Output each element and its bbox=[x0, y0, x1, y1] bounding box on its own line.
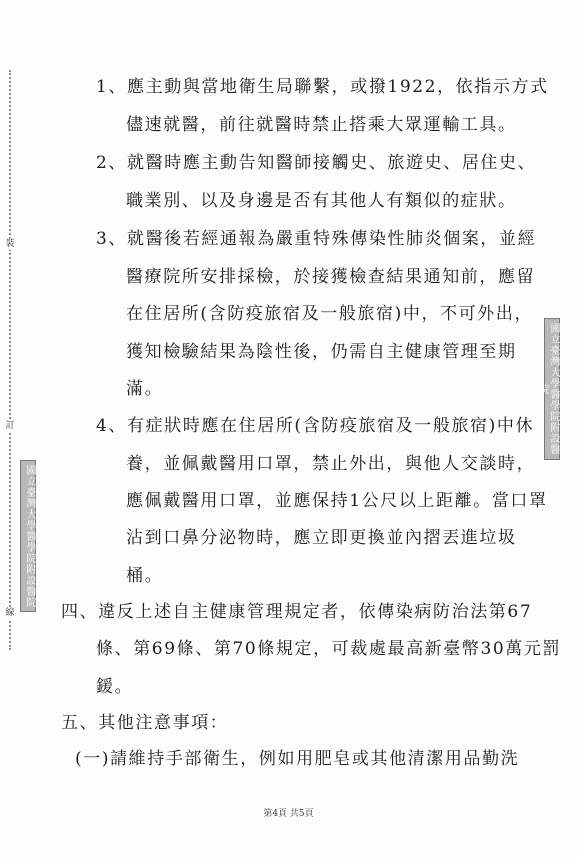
text-line-9: 滿。 bbox=[126, 379, 164, 399]
binding-char-zhuang: 裝 bbox=[5, 239, 15, 249]
text-line-2: 儘速就醫，前往就醫時禁止搭乘大眾運輸工具。 bbox=[126, 115, 517, 135]
text-line-14: 桶。 bbox=[126, 566, 164, 586]
text-line-4: 職業別、以及身邊是否有其他人有類似的症狀。 bbox=[126, 191, 517, 211]
text-line-7: 在住居所(含防疫旅宿及一般旅宿)中，不可外出， bbox=[126, 304, 534, 324]
seal-stamp-left: 國立臺灣大學醫學院附設醫院 bbox=[20, 460, 36, 612]
text-line-15: 四、違反上述自主健康管理規定者，依傳染病防治法第67 bbox=[61, 602, 533, 622]
text-line-16: 條、第69條、第70條規定，可裁處最高新臺幣30萬元罰 bbox=[96, 639, 562, 659]
binding-line bbox=[9, 70, 11, 650]
text-line-18: 五、其他注意事項： bbox=[61, 713, 229, 733]
text-line-8: 獲知檢驗結果為陰性後，仍需自主健康管理至期 bbox=[126, 342, 517, 362]
text-line-1: 1、應主動與當地衛生局聯繫，或撥1922，依指示方式 bbox=[96, 77, 549, 97]
text-line-11: 養，並佩戴醫用口罩，禁止外出，與他人交談時， bbox=[126, 454, 536, 474]
text-line-3: 2、就醫時應主動告知醫師接觸史、旅遊史、居住史、 bbox=[96, 153, 537, 173]
text-line-6: 醫療院所安排採檢，於接獲檢查結果通知前，應留 bbox=[126, 267, 536, 287]
text-line-19: (一)請維持手部衛生，例如用肥皂或其他清潔用品勤洗 bbox=[75, 749, 520, 769]
text-line-12: 應佩戴醫用口罩，並應保持1公尺以上距離。當口罩 bbox=[126, 491, 548, 511]
text-line-13: 沾到口鼻分泌物時，應立即更換並內摺丟進垃圾 bbox=[126, 528, 517, 548]
seal-stamp-right: 國立臺灣大學醫學院附設醫院 bbox=[544, 318, 560, 460]
text-line-17: 鍰。 bbox=[96, 677, 134, 697]
binding-char-ding: 訂 bbox=[5, 421, 15, 431]
text-line-5: 3、就醫後若經通報為嚴重特殊傳染性肺炎個案，並經 bbox=[96, 229, 537, 249]
page-number-footer: 第4頁 共5頁 bbox=[263, 809, 314, 819]
binding-char-xian: 線 bbox=[5, 608, 15, 618]
text-line-10: 4、有症狀時應在住居所(含防疫旅宿及一般旅宿)中休 bbox=[96, 416, 535, 436]
